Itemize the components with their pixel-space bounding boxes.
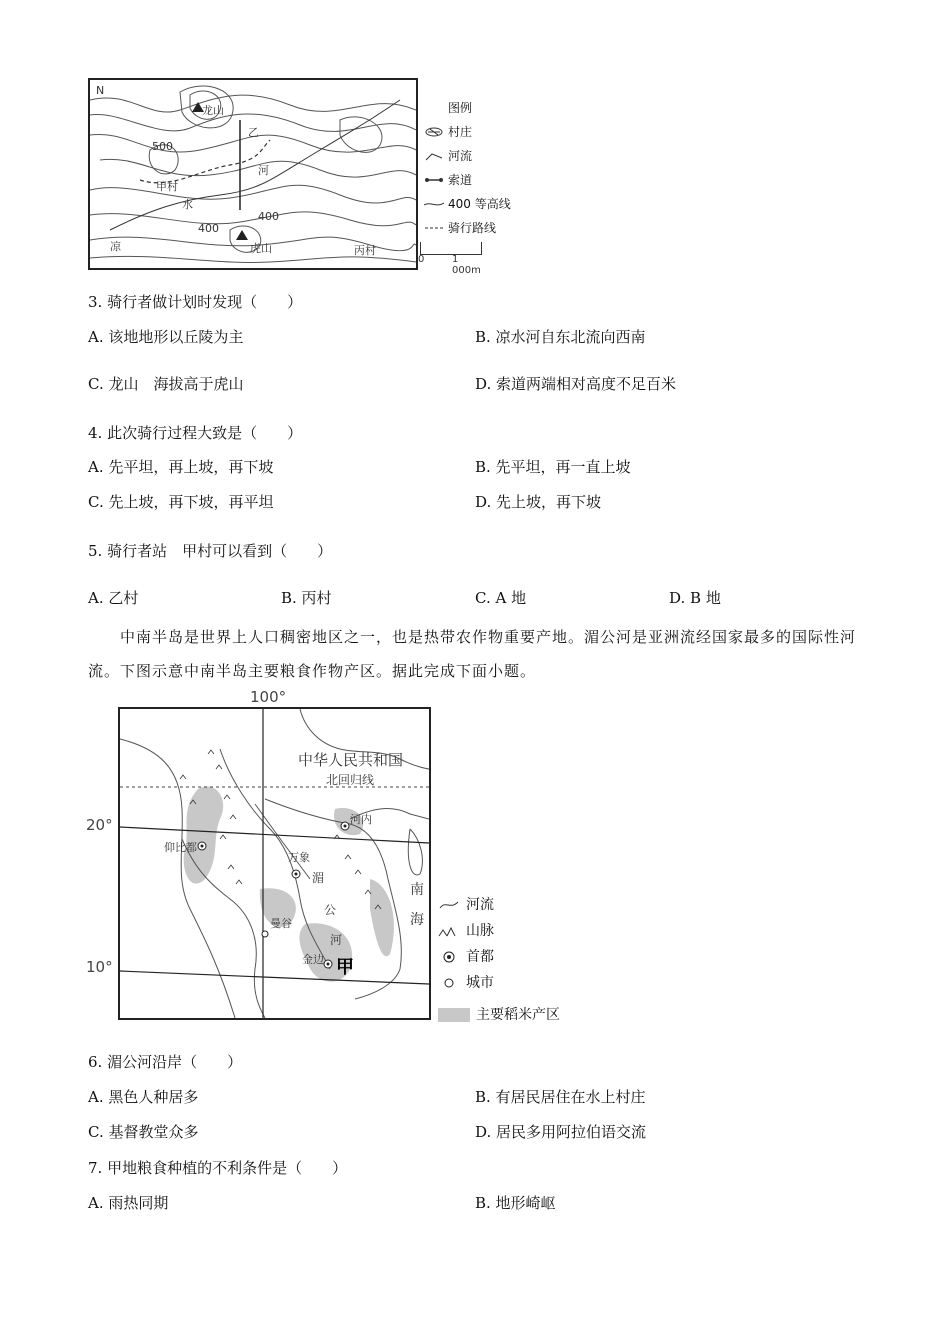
question-6-stem: 6. 湄公河沿岸（ ） xyxy=(88,1053,243,1071)
indochina-map xyxy=(118,707,431,1020)
question-6-option-a[interactable]: A. 黑色人种居多 xyxy=(88,1088,199,1106)
longitude-100-label: 100° xyxy=(250,688,287,706)
bangkok-label: 曼谷 xyxy=(270,917,292,930)
question-4-option-c[interactable]: C. 先上坡，再下坡，再平坦 xyxy=(88,493,274,511)
longshan-label: 龙山 xyxy=(202,104,224,117)
latitude-20-label: 20° xyxy=(86,816,113,834)
legend-river: 河流 xyxy=(438,892,560,918)
question-5-option-d[interactable]: D. B 地 xyxy=(669,589,721,607)
route-icon xyxy=(424,222,444,234)
village-icon xyxy=(424,126,444,138)
hanoi-label: 河内 xyxy=(350,813,372,826)
contour-map xyxy=(88,78,418,270)
contour-400-label: 400 xyxy=(198,222,219,235)
river-icon xyxy=(424,150,444,162)
legend-mountain: 山脉 xyxy=(438,918,560,944)
rice-area-icon xyxy=(438,1008,470,1022)
mountain-icon xyxy=(438,924,460,938)
yi-label: 乙 xyxy=(248,126,259,139)
indochina-map-legend xyxy=(438,892,560,1028)
question-4-option-d[interactable]: D. 先上坡，再下坡 xyxy=(475,493,602,511)
question-7-option-b[interactable]: B. 地形崎岖 xyxy=(475,1194,556,1212)
city-marker xyxy=(262,931,268,937)
question-4-stem: 4. 此次骑行过程大致是（ ） xyxy=(88,424,303,442)
city-icon xyxy=(438,976,460,990)
question-3-option-d[interactable]: D. 索道两端相对高度不足百米 xyxy=(475,375,677,393)
north-arrow: N xyxy=(96,84,105,97)
contour-map-legend xyxy=(424,96,511,240)
question-5-option-b[interactable]: B. 丙村 xyxy=(281,589,332,607)
question-5-stem: 5. 骑行者站 甲村可以看到（ ） xyxy=(88,542,333,560)
question-7-option-a[interactable]: A. 雨热同期 xyxy=(88,1194,169,1212)
legend-village: 村庄 xyxy=(424,120,511,144)
question-6-option-c[interactable]: C. 基督教堂众多 xyxy=(88,1123,199,1141)
sea-label: 海 xyxy=(410,912,424,928)
he-label: 河 xyxy=(258,164,269,177)
vientiane-label: 万象 xyxy=(288,851,310,864)
mei-label: 湄 xyxy=(312,871,325,885)
question-3-option-b[interactable]: B. 凉水河自东北流向西南 xyxy=(475,328,646,346)
question-5-option-c[interactable]: C. A 地 xyxy=(475,589,527,607)
cableway-icon xyxy=(424,174,444,186)
liang-label: 凉 xyxy=(110,240,121,253)
question-5-option-a[interactable]: A. 乙村 xyxy=(88,589,139,607)
contour-500-label: 500 xyxy=(152,140,173,153)
phnompenh-label: 金边 xyxy=(302,953,324,966)
latitude-10-label: 10° xyxy=(86,958,113,976)
question-6-option-d[interactable]: D. 居民多用阿拉伯语交流 xyxy=(475,1123,647,1141)
south-label: 南 xyxy=(410,882,424,898)
legend-route: 骑行路线 xyxy=(424,216,511,240)
gong-label: 公 xyxy=(324,903,337,917)
jia-label: 甲 xyxy=(336,957,354,978)
hushan-label: 虎山 xyxy=(250,242,272,255)
contour-400b-label: 400 xyxy=(258,210,279,223)
question-3-option-c[interactable]: C. 龙山 海拔高于虎山 xyxy=(88,375,244,393)
yangon-label: 仰比都 xyxy=(164,841,197,854)
scale-bar: 0 1 000m xyxy=(418,236,488,266)
legend-contour: 400 等高线 xyxy=(424,192,511,216)
river-icon xyxy=(438,898,460,912)
legend-river: 河流 xyxy=(424,144,511,168)
legend-capital: 首都 xyxy=(438,944,560,970)
question-3-option-a[interactable]: A. 该地地形以丘陵为主 xyxy=(88,328,244,346)
question-4-option-a[interactable]: A. 先平坦，再上坡，再下坡 xyxy=(88,458,274,476)
question-4-option-b[interactable]: B. 先平坦，再一直上坡 xyxy=(475,458,631,476)
tropic-label: 北回归线 xyxy=(326,773,375,787)
capital-icon xyxy=(438,950,460,964)
contour-icon xyxy=(424,198,444,210)
legend-city: 城市 xyxy=(438,970,560,996)
question-3-stem: 3. 骑行者做计划时发现（ ） xyxy=(88,293,303,311)
bingcun-label: 丙村 xyxy=(354,244,376,257)
china-label: 中华人民共和国 xyxy=(298,751,404,769)
he-river-label: 河 xyxy=(330,933,343,947)
shui-label: 水 xyxy=(182,198,193,211)
legend-cableway: 索道 xyxy=(424,168,511,192)
passage-text: 中南半岛是世界上人口稠密地区之一，也是热带农作物重要产地。湄公河是亚洲流经国家最多的国际性河流。下图示意中南半岛主要粮食作物产区。据此完成下面小题。 xyxy=(88,628,857,680)
jiacun-label: 甲村 xyxy=(156,180,178,193)
legend-title: 图例 xyxy=(448,101,473,115)
legend-rice: 主要稻米产区 xyxy=(438,1002,560,1028)
question-6-option-b[interactable]: B. 有居民居住在水上村庄 xyxy=(475,1088,646,1106)
question-7-stem: 7. 甲地粮食种植的不利条件是（ ） xyxy=(88,1159,348,1177)
